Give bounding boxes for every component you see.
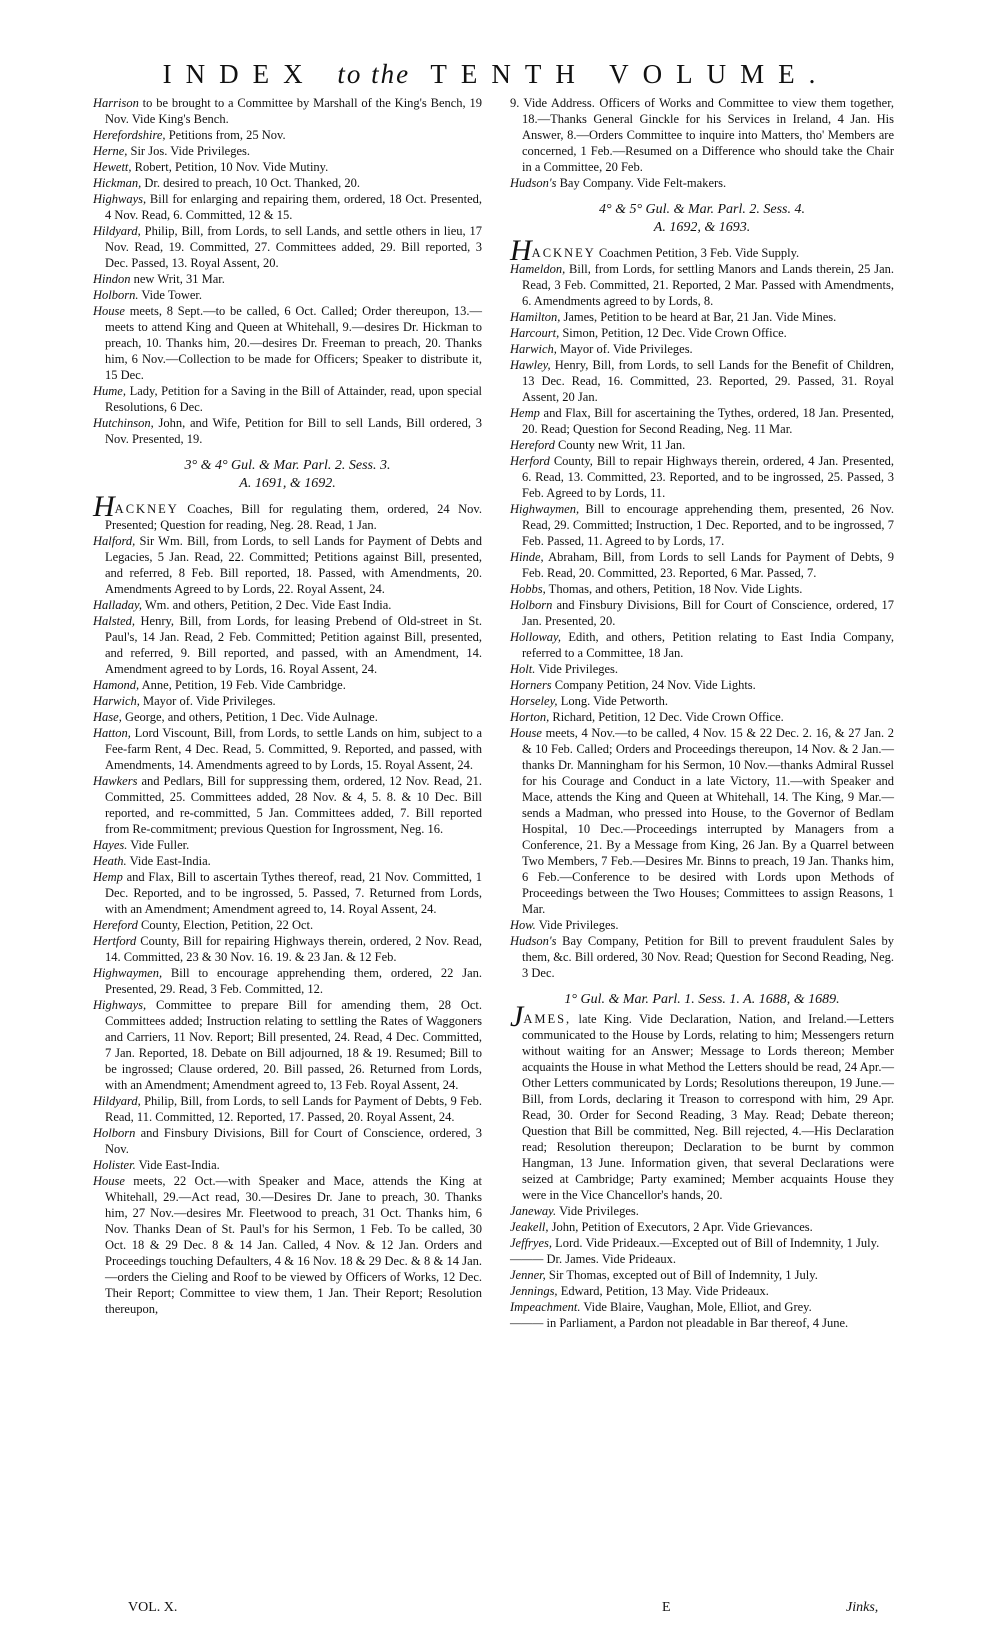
entry-text: Dr. James. Vide Prideaux. — [543, 1252, 677, 1266]
entry-headword: How. — [510, 918, 536, 932]
entry-headword: Hudson's — [510, 934, 557, 948]
entry-headword: Harrison — [93, 96, 139, 110]
entry-text: Dr. desired to preach, 10 Oct. Thanked, 20. — [141, 176, 361, 190]
drop-cap-entry — [510, 1000, 894, 1203]
index-entry — [93, 725, 482, 773]
index-entry — [93, 383, 482, 415]
index-entry — [93, 415, 482, 447]
index-entry — [510, 677, 894, 693]
entry-text: John, and Wife, Petition for Bill to sell Lands, Bill ordered, 3 Nov. Presented, 19. — [105, 416, 482, 446]
index-entry — [510, 629, 894, 661]
entry-text: Vide Tower. — [138, 288, 203, 302]
session-heading: 3° & 4° Gul. & Mar. Parl. 2. Sess. 3. — [184, 458, 391, 473]
entry-headword: Holborn. — [93, 288, 139, 302]
entry-headword: Jenner, — [510, 1268, 546, 1282]
index-entry — [93, 965, 482, 997]
entry-text: Bill to encourage apprehending them, presented, 26 Nov. Read, 29. Committed; Instruction, 1 Dec. Reported, and to be ingrossed, 7 Feb. Passed, 11. Agreed to by Lords, 17. — [522, 502, 894, 548]
index-entry — [510, 725, 894, 917]
drop-cap: H — [93, 490, 115, 523]
entry-headword: Hereford — [510, 438, 555, 452]
index-entry — [93, 287, 482, 303]
entry-headword: Janeway. — [510, 1204, 557, 1218]
entry-text: and Finsbury Divisions, Bill for Court of Conscience, ordered, 3 Nov. — [105, 1126, 482, 1156]
index-entry — [510, 709, 894, 725]
index-entry — [510, 693, 894, 709]
entry-text: Abraham, Bill, from Lords to sell Lands for Payment of Debts, 9 Feb. Read, 20. Committed, 23. Reported, 6 Mar. Passed, 7. — [522, 550, 894, 580]
index-entry — [93, 693, 482, 709]
entry-text: meets, 22 Oct.—with Speaker and Mace, attends the King at Whitehall, 29.—Act read, 30.—Desires Dr. Jane to preach, 30. Thanks him, 27 Nov.—desires Mr. Fleetwood to preach, 31 Oct. Thanks him, 6 Nov. Thanks Dean of St. Paul's for his Sermon, 1 Feb. To be called, 30 Oct. 18 & 29 Dec. 8 & 14 Jan. Called, 4 Nov. & 12 Jan. Orders and Proceedings touching Defaulters, 4 & 16 Nov. 18 & 29 Dec. & 8 & 14 Jan.—orders the Cieling and Roof to be viewed by Officers of Works, 12 Dec. Their Report; Committee to view them, 1 Jan. Their Report; Resolution thereupon, — [105, 1174, 482, 1316]
entry-text: Vide Privileges. — [535, 662, 619, 676]
entry-headword: Horseley, — [510, 694, 558, 708]
index-entry — [510, 437, 894, 453]
entry-text: Petitions from, 25 Nov. — [165, 128, 286, 142]
entry-headword: Hemp — [510, 406, 540, 420]
index-entry — [510, 1315, 894, 1331]
entry-text: County, Bill for repairing Highways therein, ordered, 2 Nov. Read, 14. Committed, 23 & 30 Nov. 16. 19. & 23 Jan. & 12 Feb. — [105, 934, 482, 964]
entry-text: Philip, Bill, from Lords, to sell Lands, and settle others in lieu, 17 Nov. Read, 19. Committed, 27. Committees added, 29. Bill reported, 3 Dec. Passed, 13. Royal Assent, 20. — [105, 224, 482, 270]
entry-headword: Hawkers — [93, 774, 138, 788]
title-index: INDEX — [162, 59, 317, 89]
index-entry — [93, 997, 482, 1093]
index-entry — [510, 917, 894, 933]
entry-text: 9. Vide Address. Officers of Works and Committee to view them together, 18.—Thanks General Ginckle for his Services in Ireland, 4 Jan. His Answer, 8.—Orders Committee to inquire into Matters, tho' Members are concerned, 1 Feb.—Resumed on a Difference who should take the Chair in a Committee, 20 Feb. — [510, 96, 894, 174]
index-entry — [510, 1203, 894, 1219]
signature-mark: E — [662, 1600, 671, 1615]
entry-headword: Hatton, — [93, 726, 131, 740]
entry-headword: Hobbs, — [510, 582, 546, 596]
left-entries-a — [93, 95, 482, 447]
index-entry — [510, 1299, 894, 1315]
entry-text: Lord Viscount, Bill, from Lords, to settle Lands on him, subject to a Fee-farm Rent, 4 Dec. Read, 5. Committed, 9. Reported, and passed, with Amendments, 14. Amendments agreed to by Lords, 15. Royal Assent, 24. — [105, 726, 482, 772]
entry-headword: Hinde, — [510, 550, 544, 564]
entry-headword: Hickman, — [93, 176, 142, 190]
title-volume: TENTH VOLUME. — [430, 59, 830, 89]
entry-headword: House — [93, 304, 125, 318]
index-entry — [93, 597, 482, 613]
index-entry — [93, 853, 482, 869]
index-entry — [93, 175, 482, 191]
index-entry — [93, 271, 482, 287]
entry-text: John, Petition of Executors, 2 Apr. Vide Grievances. — [548, 1220, 813, 1234]
right-entries-b — [510, 261, 894, 981]
drop-cap-text: late King. Vide Declaration, Nation, and Ireland.—Letters communicated to the House by Lords, relating to him; Messengers return without waiting for an Answer; Message to Lords thereon; Member acquaints the House in what Method the Letters should be read, 24 Apr.—Other Letters communicated by Lords; Resolutions thereupon, 19 June.—Bill, from Lords, declaring it Treason to correspond with him, 29 Apr. Read, 30. Order for Second Reading, 3 May. Read; Debate thereon; Question that Bill be committed, Neg. Bill rejected, 4.—His Declaration read; Resolution thereupon; Declaration to be burnt by common Hangman, 13 June. Information given, that several Declarations were seized at Cambridge; Party examined; Member acquaints House they were in the Vice Chancellor's hands, 20. — [522, 1012, 894, 1202]
index-entry — [93, 533, 482, 597]
entry-headword: Hawley, — [510, 358, 551, 372]
entry-headword: Highways, — [93, 192, 147, 206]
entry-headword: Hameldon, — [510, 262, 566, 276]
entry-text: James, Petition to be heard at Bar, 21 Jan. Vide Mines. — [560, 310, 837, 324]
drop-cap-entry — [93, 490, 482, 533]
drop-cap-text: Coachmen Petition, 3 Feb. Vide Supply. — [595, 246, 800, 260]
index-entry — [510, 661, 894, 677]
entry-headword: Holborn — [93, 1126, 136, 1140]
entry-headword: Halsted, — [93, 614, 136, 628]
entry-text: Sir Wm. Bill, from Lords, to sell Lands for Payment of Debts and Legacies, 5 Jan. Read, 22. Committed; Petitions against Bill, presented, and referred, 8 Feb. Bill reported, 18. Passed, with Amendments, 20. Amendments Agreed to by Lords, 22. Royal Assent, 24. — [105, 534, 482, 596]
entry-text: County new Writ, 11 Jan. — [554, 438, 686, 452]
entry-text: Vide Privileges. — [556, 1204, 639, 1218]
entry-text: Anne, Petition, 19 Feb. Vide Cambridge. — [139, 678, 346, 692]
entry-text: and Pedlars, Bill for suppressing them, ordered, 12 Nov. Read, 21. Committed, 25. Committees added, 28 Nov. & 4, 5. 8. & 10 Dec. Bill reported, and re-committed, 5 Jan. Committees added, 7. Bill reported from Re-commitment; previous Question for Ingrossment, Neg. 16. — [105, 774, 482, 836]
entry-text: Long. Vide Petworth. — [557, 694, 669, 708]
index-entry — [93, 837, 482, 853]
index-entry — [510, 581, 894, 597]
entry-text: County, Bill to repair Highways therein, ordered, 4 Jan. Presented, 6. Read, 13. Committed, 23. Reported, and to be ingrossed, 25. Passed, 3 Feb. Agreed to by Lords, 11. — [522, 454, 894, 500]
index-entry — [93, 1173, 482, 1317]
drop-cap: J — [510, 1000, 524, 1033]
drop-cap-caps: ACKNEY — [531, 246, 596, 260]
index-entry — [93, 709, 482, 725]
entry-headword: Highwaymen, — [510, 502, 580, 516]
drop-cap: H — [510, 234, 532, 267]
entry-text: Sir Thomas, excepted out of Bill of Indemnity, 1 July. — [545, 1268, 818, 1282]
entry-text: Bill to encourage apprehending them, ordered, 22 Jan. Presented, 29. Read, 3 Feb. Committed, 12. — [105, 966, 482, 996]
entry-text: Henry, Bill, from Lords, for leasing Prebend of Old-street in St. Paul's, 14 Jan. Read, 2 Feb. Committed; Petition against Bill, presented, and referred, 9. Bill reported, and passed, with an Amendment, 14. Amendment agreed to by Lords, 16. Royal Assent, 24. — [105, 614, 482, 676]
index-entry — [510, 1235, 894, 1251]
entry-text: Richard, Petition, 12 Dec. Vide Crown Office. — [549, 710, 784, 724]
index-entry — [93, 917, 482, 933]
index-entry — [93, 95, 482, 127]
drop-cap-entry — [510, 234, 894, 267]
entry-text: Bay Company, Petition for Bill to prevent fraudulent Sales by them, &c. Bill ordered, 30 Nov. Read; Question for Second Reading, Neg. 3 Dec. — [522, 934, 894, 980]
entry-headword: Herford — [510, 454, 550, 468]
index-entry — [93, 143, 482, 159]
entry-text: and Flax, Bill to ascertain Tythes thereof, read, 21 Nov. Committed, 1 Dec. Reported, and to be ingrossed, 5. Passed, 7. Returned from Lords, with an Amendment; Amendment agreed to, 14. Royal Assent, 24. — [105, 870, 482, 916]
index-entry — [510, 405, 894, 437]
entry-text: Vide Fuller. — [127, 838, 190, 852]
entry-headword: Hewett, — [93, 160, 132, 174]
entry-text: new Writ, 31 Mar. — [130, 272, 225, 286]
entry-text: and Flax, Bill for ascertaining the Tythes, ordered, 18 Jan. Presented, 20. Read; Question for Second Reading, Neg. 11 Mar. — [522, 406, 894, 436]
volume-footer: VOL. X. — [128, 1600, 178, 1615]
index-entry — [93, 191, 482, 223]
entry-text: Bill, from Lords, for settling Manors and Lands therein, 25 Jan. Read, 3 Feb. Committed, 21. Reported, 2 Mar. Passed with Amendments, 6. Amendments agreed to by Lords, 8. — [522, 262, 894, 308]
entry-headword: Hereford — [93, 918, 138, 932]
entry-headword: Hutchinson, — [93, 416, 154, 430]
drop-cap-caps: ACKNEY — [114, 502, 179, 516]
entry-text: Bay Company. Vide Felt-makers. — [556, 176, 727, 190]
index-entry — [93, 869, 482, 917]
entry-headword: Harcourt, — [510, 326, 560, 340]
index-entry — [510, 1283, 894, 1299]
entry-headword: Hildyard, — [93, 224, 141, 238]
right-column — [510, 95, 894, 1331]
entry-headword: Holloway, — [510, 630, 562, 644]
index-entry — [93, 677, 482, 693]
right-entries-c — [510, 1203, 894, 1331]
index-entry — [510, 597, 894, 629]
index-entry — [510, 341, 894, 357]
entry-text: Simon, Petition, 12 Dec. Vide Crown Office. — [559, 326, 787, 340]
index-entry — [510, 549, 894, 581]
entry-headword: Herefordshire, — [93, 128, 166, 142]
entry-headword: Holborn — [510, 598, 553, 612]
entry-text: Lord. Vide Prideaux.—Excepted out of Bill of Indemnity, 1 July. — [552, 1236, 880, 1250]
entry-headword: House — [93, 1174, 125, 1188]
entry-text: Philip, Bill, from Lords, to sell Lands for Payment of Debts, 9 Feb. Read, 11. Committed, 12. Reported, 17. Passed, 20. Royal Assent, 24. — [105, 1094, 482, 1124]
entry-text: Mayor of. Vide Privileges. — [556, 342, 693, 356]
entry-text: Bill for enlarging and repairing them, ordered, 18 Oct. Presented, 4 Nov. Read, 6. Committed, 12 & 15. — [105, 192, 482, 222]
left-entries-b — [93, 533, 482, 1317]
index-entry — [93, 773, 482, 837]
right-entries-a — [510, 95, 894, 191]
entry-text: meets, 4 Nov.—to be called, 4 Nov. 15 & 22 Dec. 2. 16, & 27 Jan. 2 & 10 Feb. Called; Orders and Proceedings thereupon, 14 Nov. & 2 Jan.—thanks Dr. Manningham for his Sermon, 10 Nov.—thanks Admiral Russel for his Courage and Conduct in a late Victory, 11.—with Speaker and Mace, attends the King and Queen at Whitehall, 14. The King, 9 Mar.—sends a Madman, who pressed into House, to the Governor of Bedlam Hospital, 10 Dec.—Proceedings interrupted by Managers from a Conference, 21. By a Message from King, 26 Jan. By a Quarrel between Two Members, 7 Feb.—Desires Mr. Binns to preach, 19 Jan. Thanks him, 6 Feb.—Conference to be desired with Lords upon Methods of Proceedings between the Two Houses; Committees to assign Reasons, 1 Mar. — [522, 726, 894, 916]
entry-text: Vide Blaire, Vaughan, Mole, Elliot, and Grey. — [580, 1300, 812, 1314]
title-to-the: to the — [337, 59, 411, 89]
index-entry — [93, 933, 482, 965]
entry-headword: Holt. — [510, 662, 536, 676]
entry-headword: Hume, — [93, 384, 126, 398]
drop-cap-caps: AMES, — [523, 1012, 572, 1026]
entry-text: Edward, Petition, 13 May. Vide Prideaux. — [557, 1284, 769, 1298]
entry-headword: Hayes. — [93, 838, 128, 852]
entry-text: Sir Jos. Vide Privileges. — [127, 144, 251, 158]
entry-headword: Holister. — [93, 1158, 136, 1172]
entry-headword: Heath. — [93, 854, 127, 868]
entry-headword: Harwich, — [93, 694, 140, 708]
index-entry — [510, 933, 894, 981]
entry-text: meets, 8 Sept.—to be called, 6 Oct. Called; Order thereupon, 13.—meets to attend King and Queen at Whitehall, 9.—desires Dr. Hickman to preach, 10. Thanks him, 20.—desires Dr. Freeman to preach, 20. Thanks him, 6 Nov.—Collection to be made for Officers; Speaker to distribute it, 15 Dec. — [105, 304, 482, 382]
index-entry — [510, 1251, 894, 1267]
entry-headword: Herne, — [93, 144, 128, 158]
page-title — [0, 58, 992, 90]
entry-text: Henry, Bill, from Lords, to sell Lands for the Benefit of Children, 13 Dec. Read, 16. Committed, 23. Reported, 29. Passed, 31. Royal Assent, 20 Jan. — [522, 358, 894, 404]
entry-text: Wm. and others, Petition, 2 Dec. Vide East India. — [141, 598, 392, 612]
index-entry — [510, 175, 894, 191]
entry-headword: Halford, — [93, 534, 136, 548]
index-entry — [510, 309, 894, 325]
entry-headword: Jeakell, — [510, 1220, 549, 1234]
drop-cap-text: Coaches, Bill for regulating them, ordered, 24 Nov. Presented; Question for reading, Neg. 28. Read, 1 Jan. — [105, 502, 482, 532]
entry-headword: Horners — [510, 678, 552, 692]
entry-text: Company Petition, 24 Nov. Vide Lights. — [551, 678, 756, 692]
index-entry — [93, 1157, 482, 1173]
entry-headword: Hudson's — [510, 176, 557, 190]
entry-text: Thomas, and others, Petition, 18 Nov. Vide Lights. — [545, 582, 803, 596]
index-entry — [510, 261, 894, 309]
entry-headword: House — [510, 726, 542, 740]
index-entry — [510, 357, 894, 405]
catchword: Jinks, — [846, 1600, 879, 1615]
entry-text: George, and others, Petition, 1 Dec. Vide Aulnage. — [121, 710, 378, 724]
index-entry — [510, 1219, 894, 1235]
index-entry — [93, 1125, 482, 1157]
entry-headword: ——— — [510, 1252, 544, 1266]
entry-headword: Hemp — [93, 870, 123, 884]
entry-headword: Halladay, — [93, 598, 142, 612]
entry-headword: Jennings, — [510, 1284, 558, 1298]
session-heading: 1° Gul. & Mar. Parl. 1. Sess. 1. A. 1688, & 1689. — [564, 992, 840, 1007]
entry-text: Edith, and others, Petition relating to East India Company, referred to a Committee, 18 Jan. — [522, 630, 894, 660]
session-heading: 4° & 5° Gul. & Mar. Parl. 2. Sess. 4. — [598, 202, 806, 217]
session-year: A. 1691, & 1692. — [239, 476, 336, 491]
entry-text: Robert, Petition, 10 Nov. Vide Mutiny. — [131, 160, 329, 174]
entry-text: County, Election, Petition, 22 Oct. — [137, 918, 314, 932]
entry-headword: Hildyard, — [93, 1094, 141, 1108]
entry-text: Lady, Petition for a Saving in the Bill of Attainder, read, upon special Resolutions, 6 Dec. — [105, 384, 482, 414]
entry-headword: Hamond, — [93, 678, 140, 692]
entry-text: Vide East-India. — [126, 854, 211, 868]
index-entry — [93, 159, 482, 175]
entry-headword: Impeachment. — [510, 1300, 581, 1314]
index-entry — [510, 1267, 894, 1283]
entry-text: Mayor of. Vide Privileges. — [139, 694, 276, 708]
index-entry — [510, 95, 894, 175]
entry-headword: Highways, — [93, 998, 147, 1012]
entry-headword: Hase, — [93, 710, 122, 724]
entry-headword: Harwich, — [510, 342, 557, 356]
entry-text: and Finsbury Divisions, Bill for Court of Conscience, ordered, 17 Jan. Presented, 20. — [522, 598, 894, 628]
index-entry — [93, 1093, 482, 1125]
entry-headword: Highwaymen, — [93, 966, 163, 980]
index-entry — [510, 501, 894, 549]
entry-headword: Hamilton, — [510, 310, 561, 324]
entry-text: Committee to prepare Bill for amending them, 28 Oct. Committees added; Instruction relating to settling the Rates of Waggoners and Carriers, 11 Nov. Report; Bill presented, 24. Read, 4 Dec. Committed, 7 Jan. Reported, 18. Debate on Bill adjourned, 18 & 19. Resumed; Bill to be ingrossed; Clause ordered, 20. Bill passed, 26. Returned from Lords, with an Amendment; Amendment agreed to, 13 Feb. Royal Assent, 24. — [105, 998, 482, 1092]
entry-headword: Hertford — [93, 934, 137, 948]
entry-text: Vide Privileges. — [535, 918, 619, 932]
index-entry — [93, 223, 482, 271]
entry-headword: Jeffryes, — [510, 1236, 552, 1250]
index-entry — [510, 453, 894, 501]
entry-text: to be brought to a Committee by Marshall of the King's Bench, 19 Nov. Vide King's Bench. — [105, 96, 482, 126]
entry-text: Vide East-India. — [135, 1158, 220, 1172]
left-column — [93, 95, 482, 1317]
index-entry — [93, 127, 482, 143]
entry-headword: ——— — [510, 1316, 544, 1330]
index-entry — [93, 613, 482, 677]
entry-text: in Parliament, a Pardon not pleadable in Bar thereof, 4 June. — [543, 1316, 849, 1330]
entry-headword: Hindon — [93, 272, 131, 286]
index-entry — [510, 325, 894, 341]
session-year: A. 1692, & 1693. — [653, 220, 751, 235]
index-entry — [93, 303, 482, 383]
entry-headword: Horton, — [510, 710, 550, 724]
